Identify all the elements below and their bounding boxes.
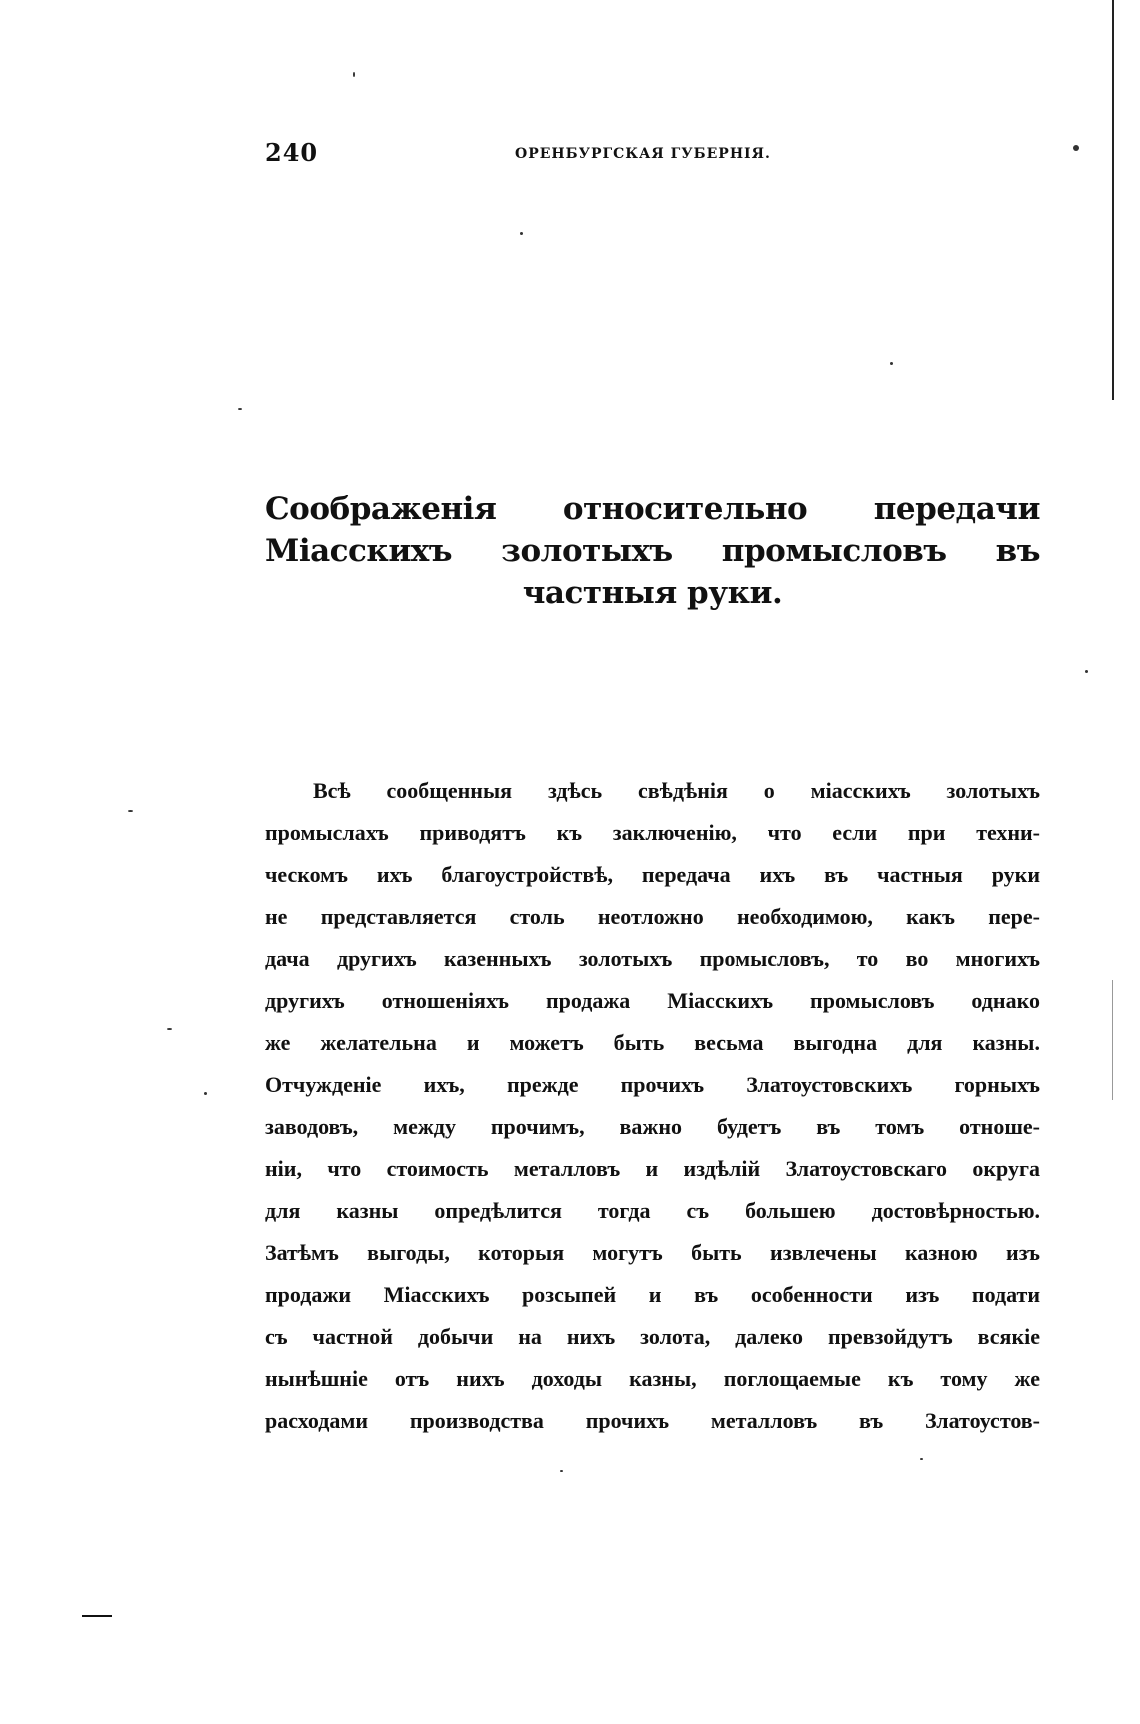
scan-speck [890, 362, 893, 365]
section-heading: Соображенія относительно передачи Міасскихъ золотыхъ промысловъ въ частныя руки. [265, 491, 1040, 611]
scan-mark [82, 1615, 112, 1617]
text-line: нынѣшніе отъ нихъ доходы казны, поглощаемые къ тому же [265, 1366, 1040, 1391]
text-line: не представляется столь неотложно необходимою, какъ пере- [265, 904, 1040, 929]
text-line: же желательна и можетъ быть весьма выгодна для казны. [265, 1030, 1040, 1055]
scan-speck [1073, 145, 1079, 151]
text-line: ческомъ ихъ благоустройствѣ, передача ихъ въ частныя руки [265, 862, 1040, 887]
scan-speck [920, 1458, 923, 1460]
page-number: 240 [265, 138, 319, 167]
scan-speck [560, 1470, 563, 1472]
text-line: заводовъ, между прочимъ, важно будетъ въ томъ отноше- [265, 1114, 1040, 1139]
scan-speck [204, 1092, 207, 1095]
scan-speck [128, 810, 133, 812]
body-paragraph [265, 770, 1040, 1442]
text-line: для казны опредѣлится тогда съ большею достовѣрностью. [265, 1198, 1040, 1223]
text-line: съ частной добычи на нихъ золота, далеко превзойдутъ всякіе [265, 1324, 1040, 1349]
running-head: ОРЕНБУРГСКАЯ ГУБЕРНІЯ. [515, 146, 771, 162]
text-line: продажи Міасскихъ розсыпей и въ особенности изъ подати [265, 1282, 1040, 1307]
page-edge-rule [1112, 0, 1114, 400]
text-line: промыслахъ приводятъ къ заключенію, что если при техни- [265, 820, 1040, 845]
scan-speck [167, 1028, 172, 1030]
text-line: другихъ отношеніяхъ продажа Міасскихъ промысловъ однако [265, 988, 1040, 1013]
scan-speck [238, 408, 242, 410]
text-line: Отчужденіе ихъ, прежде прочихъ Златоустовскихъ горныхъ [265, 1072, 1040, 1097]
text-line: ніи, что стоимость металловъ и издѣлій Златоустовскаго округа [265, 1156, 1040, 1181]
text-line: дача другихъ казенныхъ золотыхъ промысловъ, то во многихъ [265, 946, 1040, 971]
page-header [265, 138, 1045, 178]
text-line: Всѣ сообщенныя здѣсь свѣдѣнія о міасскихъ золотыхъ [313, 778, 1040, 803]
text-line: Затѣмъ выгоды, которыя могутъ быть извлечены казною изъ [265, 1240, 1040, 1265]
scan-speck [520, 232, 523, 235]
scan-speck [1085, 670, 1088, 673]
text-line: расходами производства прочихъ металловъ въ Златоустов- [265, 1408, 1040, 1433]
scan-speck [353, 72, 355, 77]
page-edge-rule-lower [1112, 980, 1113, 1100]
